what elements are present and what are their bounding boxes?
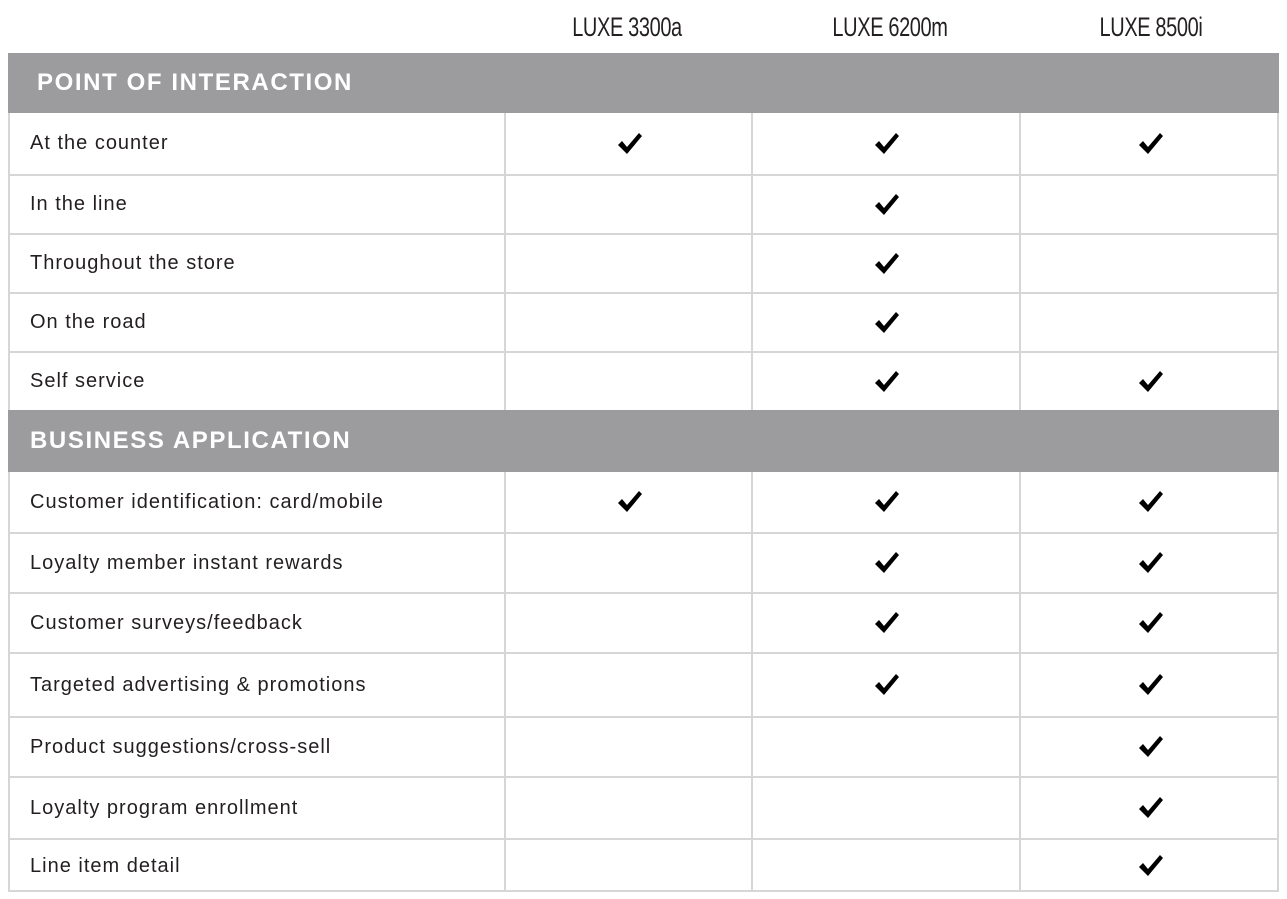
- table-cell: [504, 113, 751, 174]
- table-cell: [751, 353, 1019, 410]
- table-cell: [504, 840, 751, 892]
- table-cell: [751, 594, 1019, 652]
- checkmark-icon: [874, 193, 900, 217]
- row-label: Customer identification: card/mobile: [30, 490, 384, 513]
- checkmark-icon: [1138, 490, 1164, 514]
- table-cell: [1019, 472, 1279, 532]
- table-cell: [1019, 176, 1279, 233]
- table-row: [10, 353, 1277, 410]
- checkmark-icon: [1138, 370, 1164, 394]
- checkmark-icon: [874, 611, 900, 635]
- table-cell: [751, 294, 1019, 351]
- table-cell: [751, 778, 1019, 838]
- table-cell: [1019, 235, 1279, 292]
- table-cell: [751, 113, 1019, 174]
- row-label: In the line: [30, 193, 128, 215]
- table-cell: [504, 778, 751, 838]
- checkmark-icon: [874, 252, 900, 276]
- checkmark-icon: [617, 132, 643, 156]
- table-row: [10, 235, 1277, 294]
- row-label: Customer surveys/feedback: [30, 611, 303, 634]
- table-row: [10, 534, 1277, 594]
- table-cell: [504, 176, 751, 233]
- table-row: [10, 594, 1277, 654]
- table-cell: [751, 235, 1019, 292]
- checkmark-icon: [874, 311, 900, 335]
- table-cell: [751, 534, 1019, 592]
- table-row: [10, 113, 1277, 176]
- checkmark-icon: [874, 132, 900, 156]
- table-cell: [1019, 840, 1279, 892]
- checkmark-icon: [1138, 611, 1164, 635]
- checkmark-icon: [617, 490, 643, 514]
- checkmark-icon: [874, 673, 900, 697]
- table-row: [10, 718, 1277, 778]
- section-header-business-application: BUSINESS APPLICATION: [8, 410, 1279, 472]
- table-cell: [504, 353, 751, 410]
- checkmark-icon: [1138, 551, 1164, 575]
- table-row: [10, 176, 1277, 235]
- table-cell: [1019, 113, 1279, 174]
- checkmark-icon: [874, 551, 900, 575]
- checkmark-icon: [1138, 854, 1164, 878]
- checkmark-icon: [1138, 673, 1164, 697]
- table-row: [10, 294, 1277, 353]
- section-rows-point-of-interaction: [8, 113, 1279, 410]
- table-cell: [751, 718, 1019, 776]
- table-cell: [504, 718, 751, 776]
- table-row: [10, 840, 1277, 892]
- table-cell: [1019, 353, 1279, 410]
- table-cell: [1019, 594, 1279, 652]
- row-label: On the road: [30, 311, 147, 333]
- table-cell: [1019, 294, 1279, 351]
- checkmark-icon: [874, 490, 900, 514]
- checkmark-icon: [1138, 735, 1164, 759]
- table-cell: [751, 176, 1019, 233]
- table-cell: [1019, 534, 1279, 592]
- table-row: [10, 472, 1277, 534]
- table-cell: [504, 235, 751, 292]
- table-cell: [751, 840, 1019, 892]
- section-rows-business-application: [8, 472, 1279, 892]
- row-label: Loyalty member instant rewards: [30, 551, 344, 574]
- table-cell: [1019, 778, 1279, 838]
- checkmark-icon: [1138, 132, 1164, 156]
- row-label: Product suggestions/cross-sell: [30, 735, 332, 758]
- row-label: Targeted advertising & promotions: [30, 673, 367, 696]
- section-header-point-of-interaction: POINT OF INTERACTION: [8, 53, 1279, 113]
- column-header-luxe-3300a: LUXE 3300a: [572, 12, 682, 42]
- table-cell: [504, 594, 751, 652]
- table-cell: [751, 654, 1019, 716]
- table-cell: [504, 472, 751, 532]
- table-row: [10, 778, 1277, 840]
- row-label: Line item detail: [30, 854, 181, 877]
- column-header-luxe-6200m: LUXE 6200m: [832, 12, 948, 42]
- row-label: Self service: [30, 370, 146, 392]
- table-cell: [1019, 718, 1279, 776]
- row-label: Loyalty program enrollment: [30, 796, 299, 819]
- table-row: [10, 654, 1277, 718]
- column-header-luxe-8500i: LUXE 8500i: [1099, 12, 1203, 42]
- row-label: At the counter: [30, 132, 169, 154]
- table-cell: [504, 294, 751, 351]
- table-cell: [504, 534, 751, 592]
- checkmark-icon: [874, 370, 900, 394]
- table-cell: [504, 654, 751, 716]
- row-label: Throughout the store: [30, 252, 236, 274]
- table-cell: [1019, 654, 1279, 716]
- table-cell: [751, 472, 1019, 532]
- column-headers: [0, 0, 1287, 53]
- checkmark-icon: [1138, 796, 1164, 820]
